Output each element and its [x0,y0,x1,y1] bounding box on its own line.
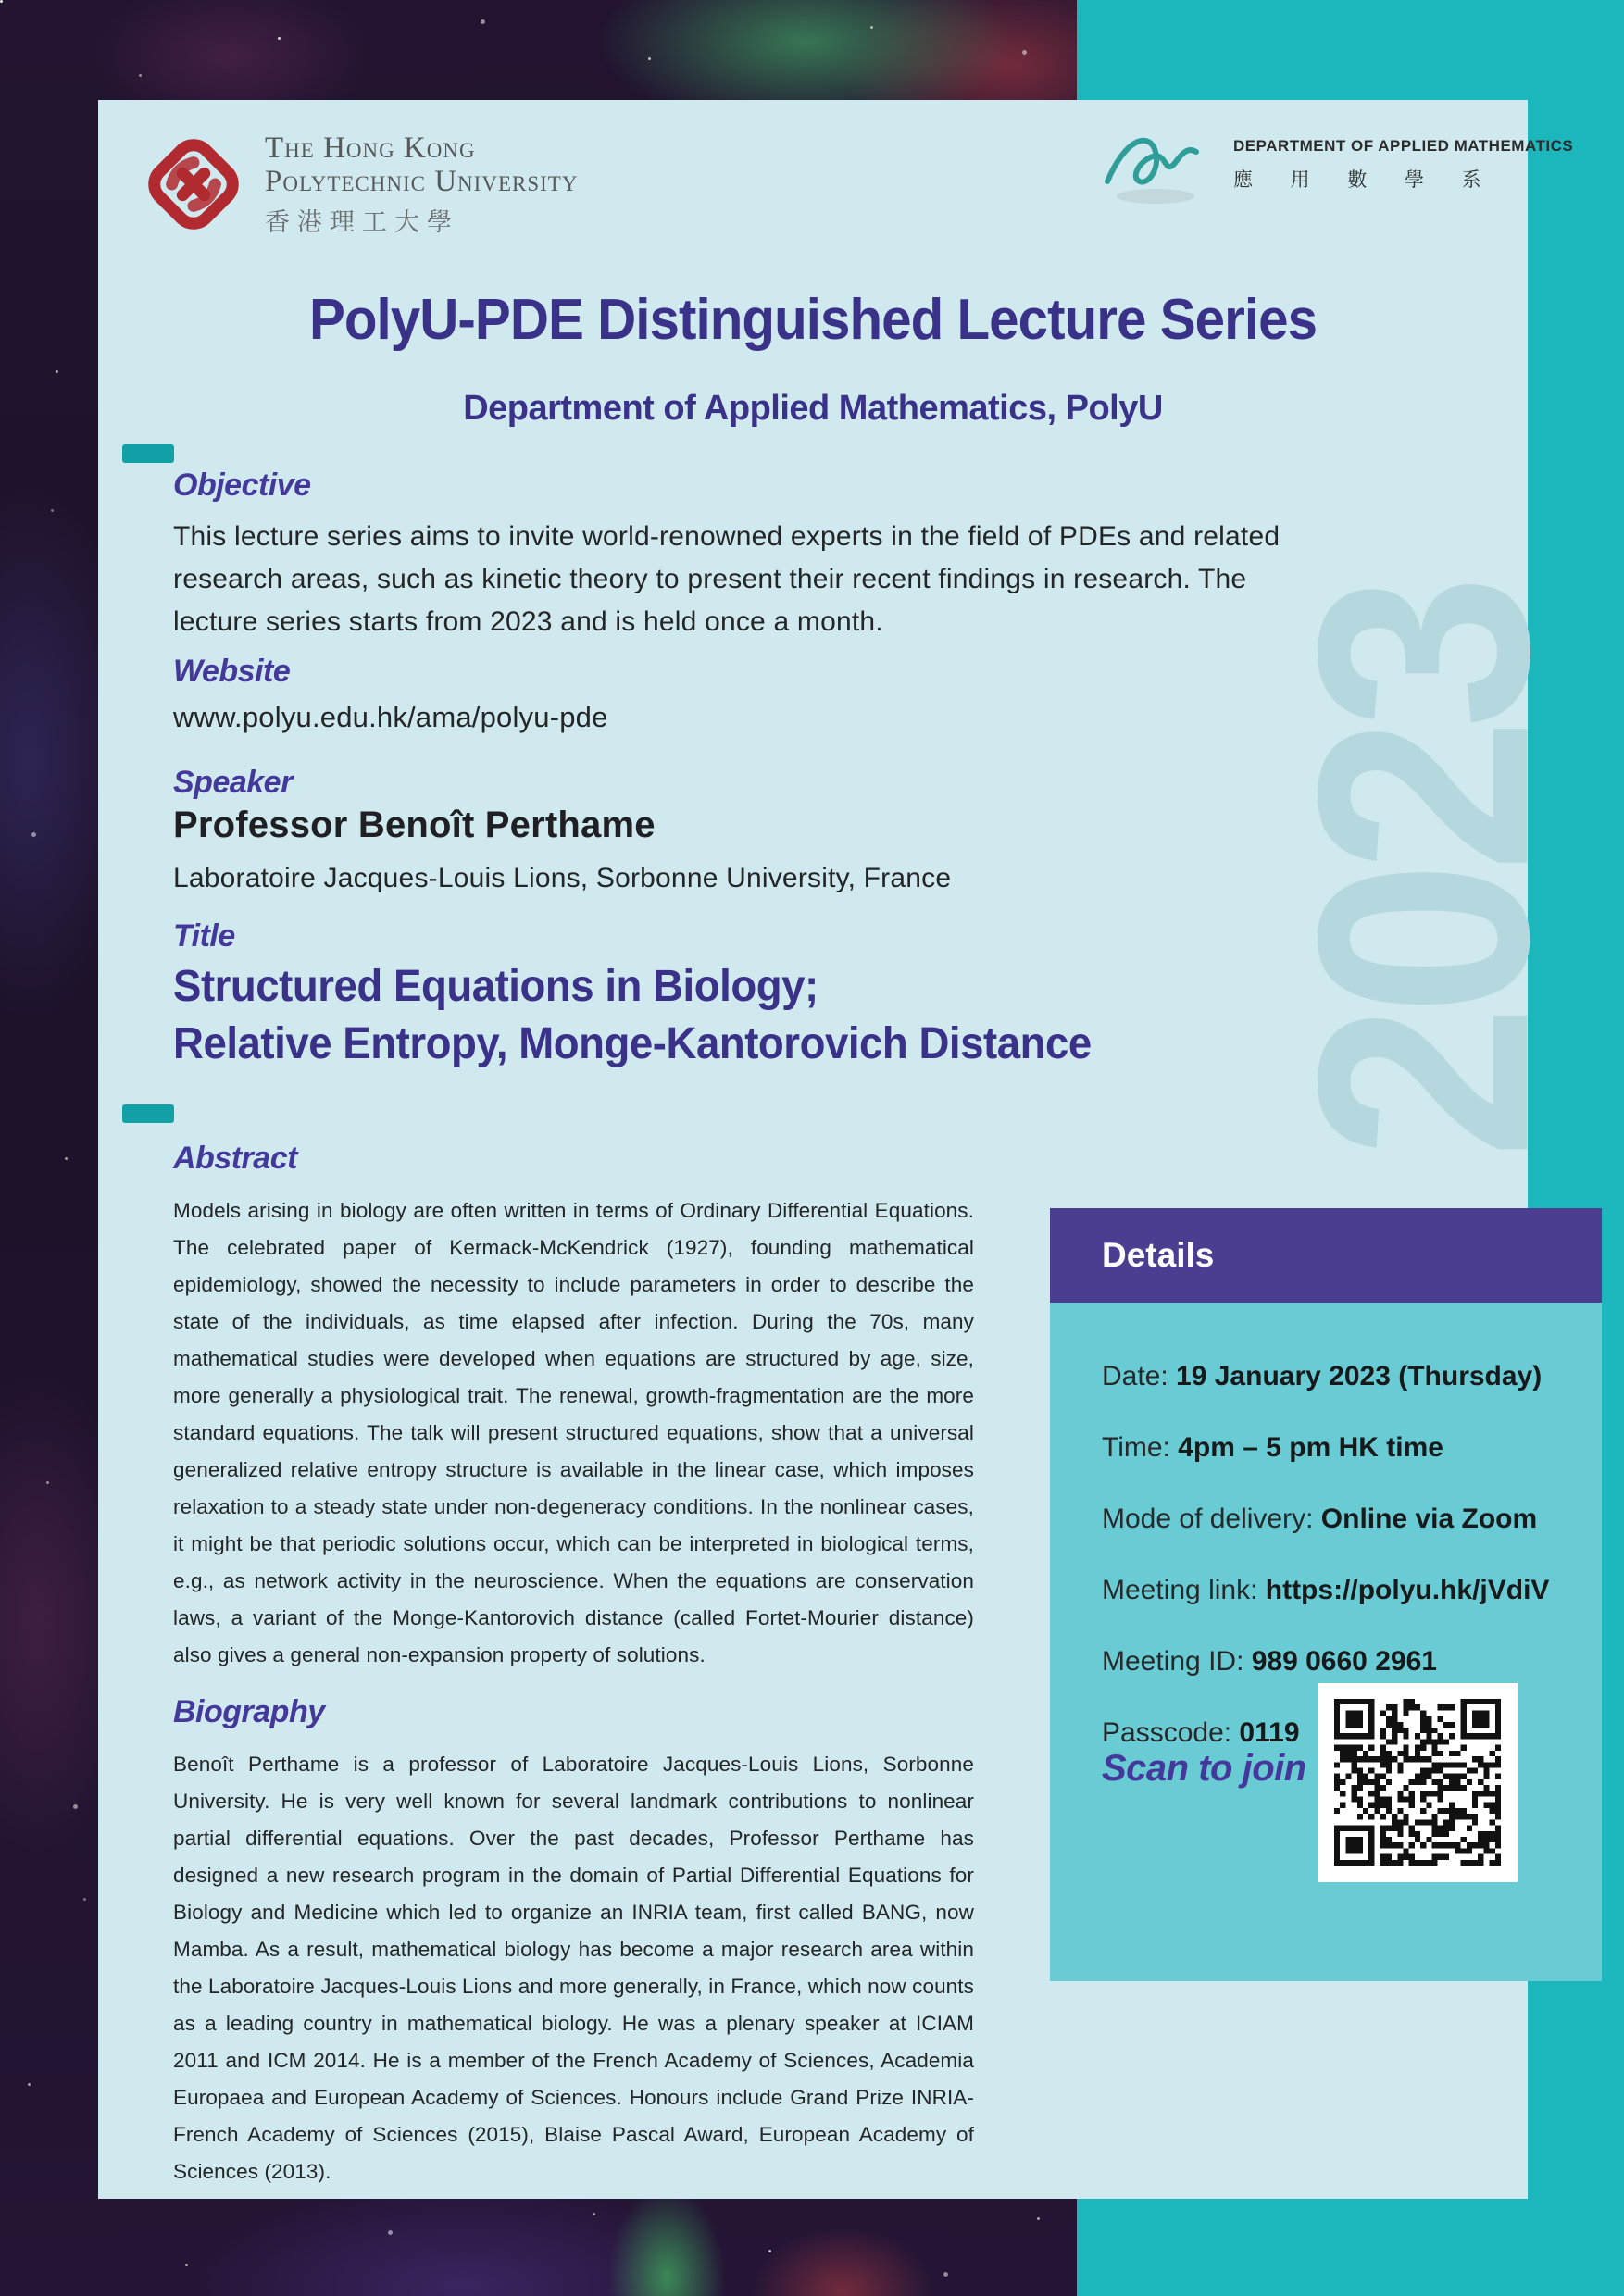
mode-label: Mode of delivery: [1102,1504,1321,1534]
detail-row-time [1102,1432,1443,1464]
objective-body: This lecture series aims to invite world-renowned experts in the field of PDEs and related research areas, such as kinetic theory to present their recent findings in research. The lecture series starts from 2023 and is held once a month. [173,521,1280,637]
detail-row-passcode [1102,1717,1300,1749]
department-curve-icon [1102,122,1220,207]
objective-heading: Objective [173,468,311,503]
polyu-knot-icon [139,130,248,239]
detail-row-date [1102,1361,1542,1392]
scan-to-join-label: Scan to join [1102,1748,1306,1789]
talk-title-heading: Title [173,918,235,954]
detail-row-meeting-link [1102,1575,1549,1606]
detail-row-meeting-id [1102,1646,1437,1678]
poster-title: PolyU-PDE Distinguished Lecture Series [308,288,1318,352]
university-name-line1: The Hong Kong [265,131,476,165]
department-logo [1102,122,1573,207]
website-url: www.polyu.edu.hk/ama/polyu-pde [173,701,608,733]
time-label: Time: [1102,1432,1179,1463]
passcode-value: 0119 [1239,1717,1300,1748]
department-name-zh: 應 用 數 學 系 [1233,168,1497,191]
detail-row-mode [1102,1504,1537,1535]
meeting-link-label: Meeting link: [1102,1575,1266,1605]
qr-code-box [1318,1683,1518,1882]
meeting-id-value: 989 0660 2961 [1251,1646,1437,1677]
talk-title-line1: Structured Equations in Biology; [173,962,818,1011]
talk-title-line2: Relative Entropy, Monge-Kantorovich Distance [173,1019,1092,1068]
speaker-affiliation: Laboratoire Jacques-Louis Lions, Sorbonne University, France [173,863,952,893]
speaker-heading: Speaker [173,765,293,800]
qr-code [1334,1699,1501,1866]
abstract-body: Models arising in biology are often written in terms of Ordinary Differential Equations. The celebrated paper of Kermack-McKendrick (1927), founding mathematical epidemiology, showed the necessity to include parameters in order to describe the state of the individuals, as time elapsed after infection. During the 70s, many mathematical studies were developed when equations are structured by age, size, more generally a physiological trait. The renewal, growth-fragmentation are the more standard equations. The talk will present structured equations, show that a universal generalized relative entropy structure is available in the linear case, which imposes relaxation to a steady state under non-degeneracy conditions. In the nonlinear cases, it might be that periodic solutions occur, which can be interpreted in biological terms, e.g., as network activity in the neuroscience. When the equations are conservation laws, a variant of the Monge-Kantorovich distance (called Fortet-Mourier distance) also gives a general non-expansion property of solutions. [173,1199,974,1666]
accent-bar-bottom [122,1104,174,1123]
department-name-en: DEPARTMENT OF APPLIED MATHEMATICS [1233,137,1574,155]
speaker-name: Professor Benoît Perthame [173,805,656,845]
website-heading: Website [173,654,291,689]
meeting-link-value: https://polyu.hk/jVdiV [1265,1575,1550,1605]
passcode-label: Passcode: [1102,1717,1240,1748]
mode-value: Online via Zoom [1320,1504,1538,1534]
accent-bar-top [122,444,174,463]
polyu-logo [139,130,578,239]
starfield-background [0,0,3,3]
biography-heading: Biography [173,1694,325,1729]
abstract-heading: Abstract [173,1141,297,1176]
meeting-id-label: Meeting ID: [1102,1646,1252,1677]
year-watermark: 2023 [1255,585,1592,1159]
details-heading: Details [1102,1236,1215,1274]
poster-subtitle: Department of Applied Mathematics, PolyU [463,389,1163,428]
date-value: 19 January 2023 (Thursday) [1176,1361,1543,1391]
university-name-line2: Polytechnic University [265,164,579,198]
time-value: 4pm – 5 pm HK time [1178,1432,1443,1463]
biography-body: Benoît Perthame is a professor of Laboratoire Jacques-Louis Lions, Sorbonne University. He is very well known for several landmark contributions to nonlinear partial differential equations. Over the past decades, Professor Perthame has designed a new research program in the domain of Partial Differential Equations for Biology and Medicine which led to organize an INRIA team, first called BANG, now Mamba. As a result, mathematical biology has become a major research area within the Laboratoire Jacques-Louis Lions and more generally, in France, which now counts as a leading country in mathematical biology. He was a plenary speaker at ICIAM 2011 and ICM 2014. He is a member of the French Academy of Sciences, Academia Europaea and European Academy of Sciences. Honours include Grand Prize INRIA-French Academy of Sciences (2015), Blaise Pascal Award, European Academy of Sciences (2013). [173,1753,974,2183]
university-name-chinese: 香港理工大學 [265,207,459,237]
date-label: Date: [1102,1361,1177,1391]
